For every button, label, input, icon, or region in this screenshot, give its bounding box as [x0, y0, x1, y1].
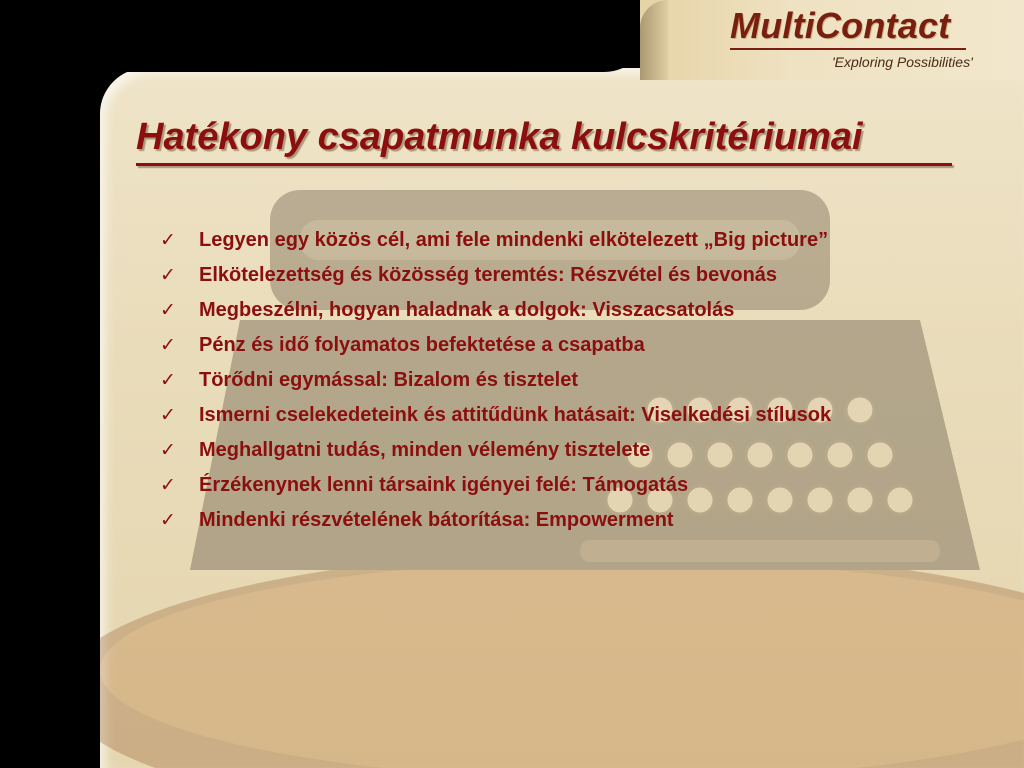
check-icon: ✓ — [160, 334, 176, 356]
bullet-text: Pénz és idő folyamatos befektetése a csapatba — [199, 334, 645, 356]
check-icon: ✓ — [160, 474, 176, 496]
bullet-item — [160, 508, 960, 533]
check-icon: ✓ — [160, 264, 176, 286]
check-icon: ✓ — [160, 299, 176, 321]
check-icon: ✓ — [160, 439, 176, 461]
bullet-item — [160, 403, 960, 428]
check-icon: ✓ — [160, 509, 176, 531]
bullet-item — [160, 228, 960, 253]
logo-divider — [730, 48, 966, 50]
bullet-text: Megbeszélni, hogyan haladnak a dolgok: Visszacsatolás — [199, 299, 735, 321]
check-icon: ✓ — [160, 229, 176, 251]
bullet-text: Legyen egy közös cél, ami fele mindenki elkötelezett „Big picture” — [199, 229, 829, 251]
bullet-text: Ismerni cselekedeteink és attitűdünk hatásait: Viselkedési stílusok — [199, 404, 832, 426]
slide-title: Hatékony csapatmunka kulcskritériumai — [136, 116, 863, 158]
bullet-item — [160, 263, 960, 288]
bullet-item — [160, 438, 960, 463]
bullet-item — [160, 333, 960, 358]
logo-tagline: 'Exploring Possibilities' — [832, 54, 973, 70]
bullet-text: Elkötelezettség és közösség teremtés: Részvétel és bevonás — [199, 264, 778, 286]
bullet-text: Mindenki részvételének bátorítása: Empowerment — [199, 509, 674, 531]
bullet-list — [160, 228, 960, 543]
bullet-item — [160, 368, 960, 393]
check-icon: ✓ — [160, 369, 176, 391]
title-underline — [136, 163, 952, 166]
bullet-text: Érzékenynek lenni társaink igényei felé: Támogatás — [199, 474, 689, 496]
top-frame — [0, 0, 650, 72]
bullet-item — [160, 473, 960, 498]
bullet-item — [160, 298, 960, 323]
bullet-text: Meghallgatni tudás, minden vélemény tisztelete — [199, 439, 651, 461]
check-icon: ✓ — [160, 404, 176, 426]
bullet-text: Törődni egymással: Bizalom és tisztelet — [199, 369, 578, 391]
logo-name: MultiContact — [730, 5, 951, 46]
company-logo — [730, 5, 1010, 70]
